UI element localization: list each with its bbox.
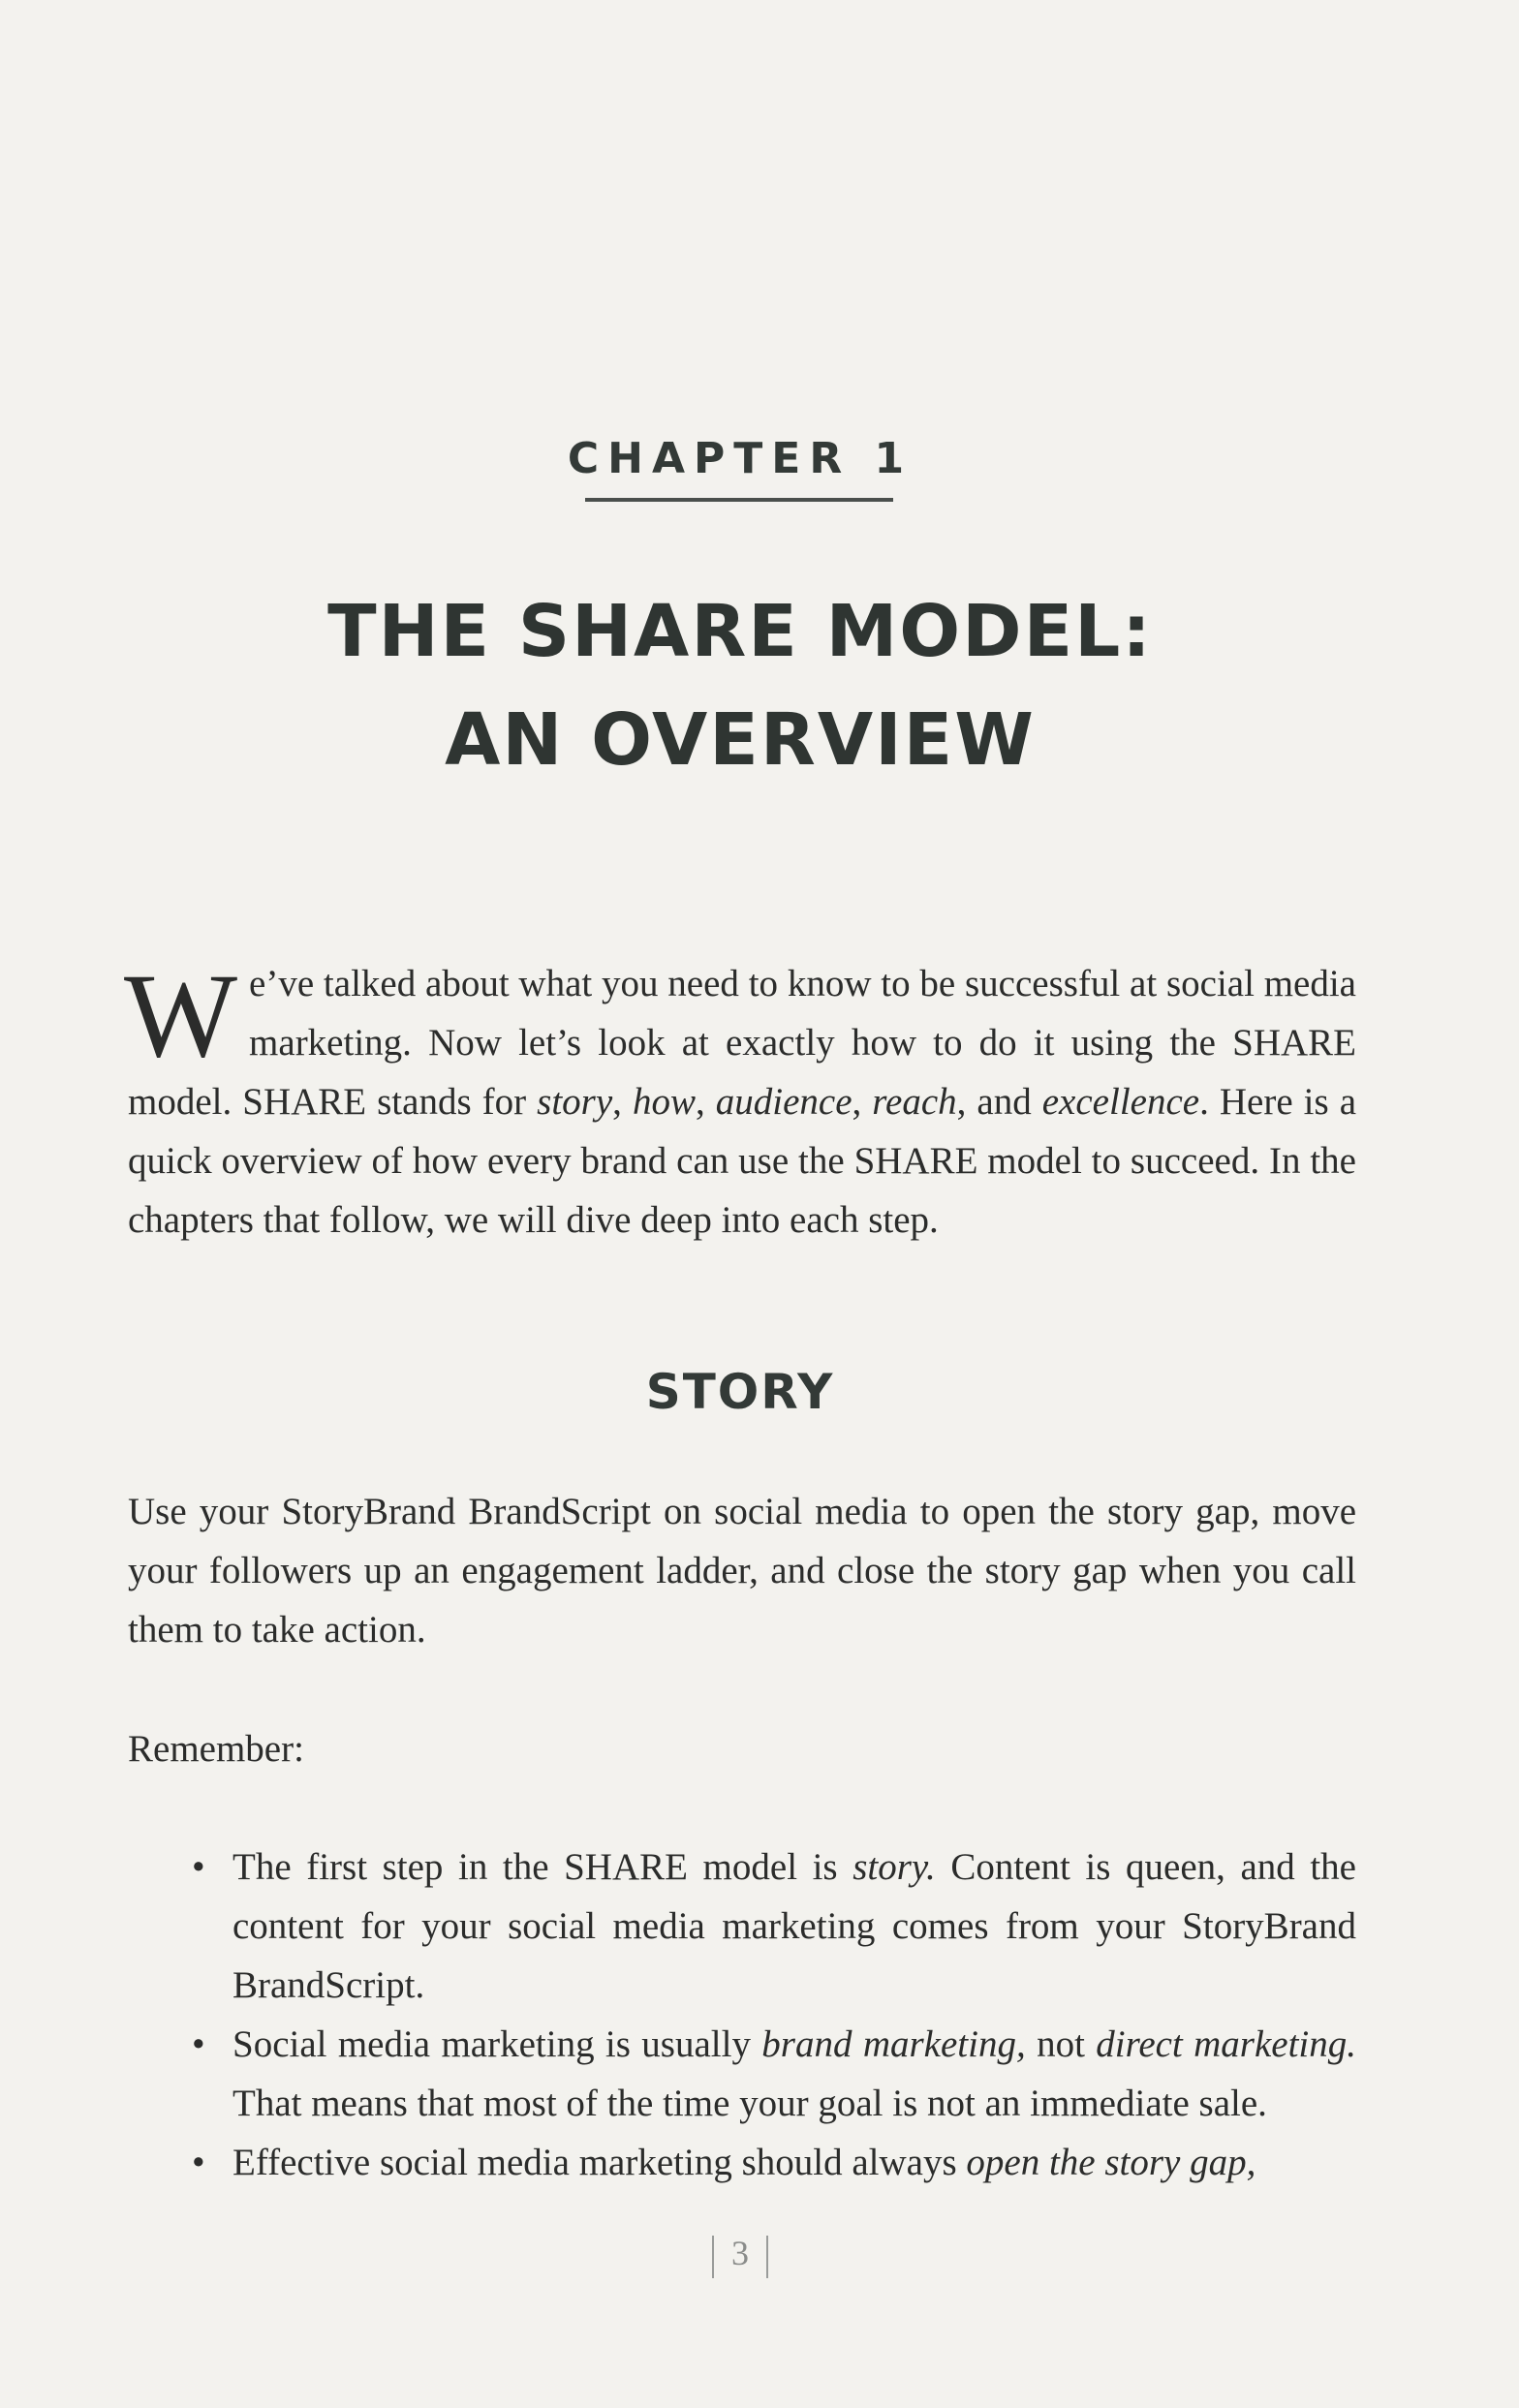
bullet-item [192, 1837, 1356, 2015]
chapter-title-line-1: THE SHARE MODEL: [327, 590, 1153, 673]
page-number-bar-right [766, 2236, 768, 2278]
bullet-text: Social media marketing is usually [232, 2023, 762, 2065]
bullet-item [192, 2133, 1356, 2192]
bullet-item [192, 2015, 1356, 2133]
term-story: story [537, 1081, 613, 1123]
drop-cap: W [124, 949, 238, 1082]
chapter-label: CHAPTER 1 [567, 434, 914, 483]
intro-text-a: e’ve talked about what you need to know to be successful at social media marketing. Now let’s look at exactly how to do it using the SHARE model. SHARE stands for [128, 963, 1356, 1123]
bullet-text: Content is queen, and the content for your social media marketing comes from your StoryBrand BrandScript. [232, 1846, 1356, 2006]
term-how: how [632, 1081, 696, 1123]
intro-paragraph [124, 949, 1357, 1250]
bullet-emphasis: story. [852, 1846, 936, 1888]
bullet-text: That means that most of the time your goal is not an immediate sale. [232, 2083, 1267, 2124]
bullet-text: The first step in the SHARE model is [232, 1846, 853, 1888]
section-heading-story: STORY [645, 1364, 835, 1420]
term-audience: audience [715, 1081, 852, 1123]
page-number-value: 3 [731, 2234, 749, 2272]
sep: , [612, 1081, 633, 1123]
bullet-text: Effective social media marketing should always [232, 2142, 967, 2183]
chapter-title [0, 577, 1480, 794]
sep: , and [956, 1081, 1042, 1123]
page-number-bar-left [712, 2236, 714, 2278]
page-number [0, 2233, 1480, 2278]
term-excellence: excellence [1041, 1081, 1200, 1123]
bullet-emphasis: brand marketing, [761, 2023, 1026, 2065]
chapter-title-line-2: AN OVERVIEW [445, 698, 1036, 782]
sep: , [852, 1081, 873, 1123]
bullet-text: not [1025, 2023, 1097, 2065]
chapter-underline [585, 498, 893, 502]
bullet-emphasis: open the story gap, [966, 2142, 1256, 2183]
remember-label: Remember: [128, 1728, 304, 1770]
intro-text-b: . Here is a quick overview of how every brand can use the SHARE model to succeed. In the chapters that follow, we will dive deep into each step. [128, 1081, 1357, 1241]
story-paragraph: Use your StoryBrand BrandScript on social media to open the story gap, move your followers up an engagement ladder, and close the story gap when you call them to take action. [128, 1491, 1356, 1651]
sep: , [695, 1081, 716, 1123]
bullet-list [192, 1837, 1356, 2192]
bullet-emphasis: direct marketing. [1096, 2023, 1357, 2065]
term-reach: reach [872, 1081, 957, 1123]
